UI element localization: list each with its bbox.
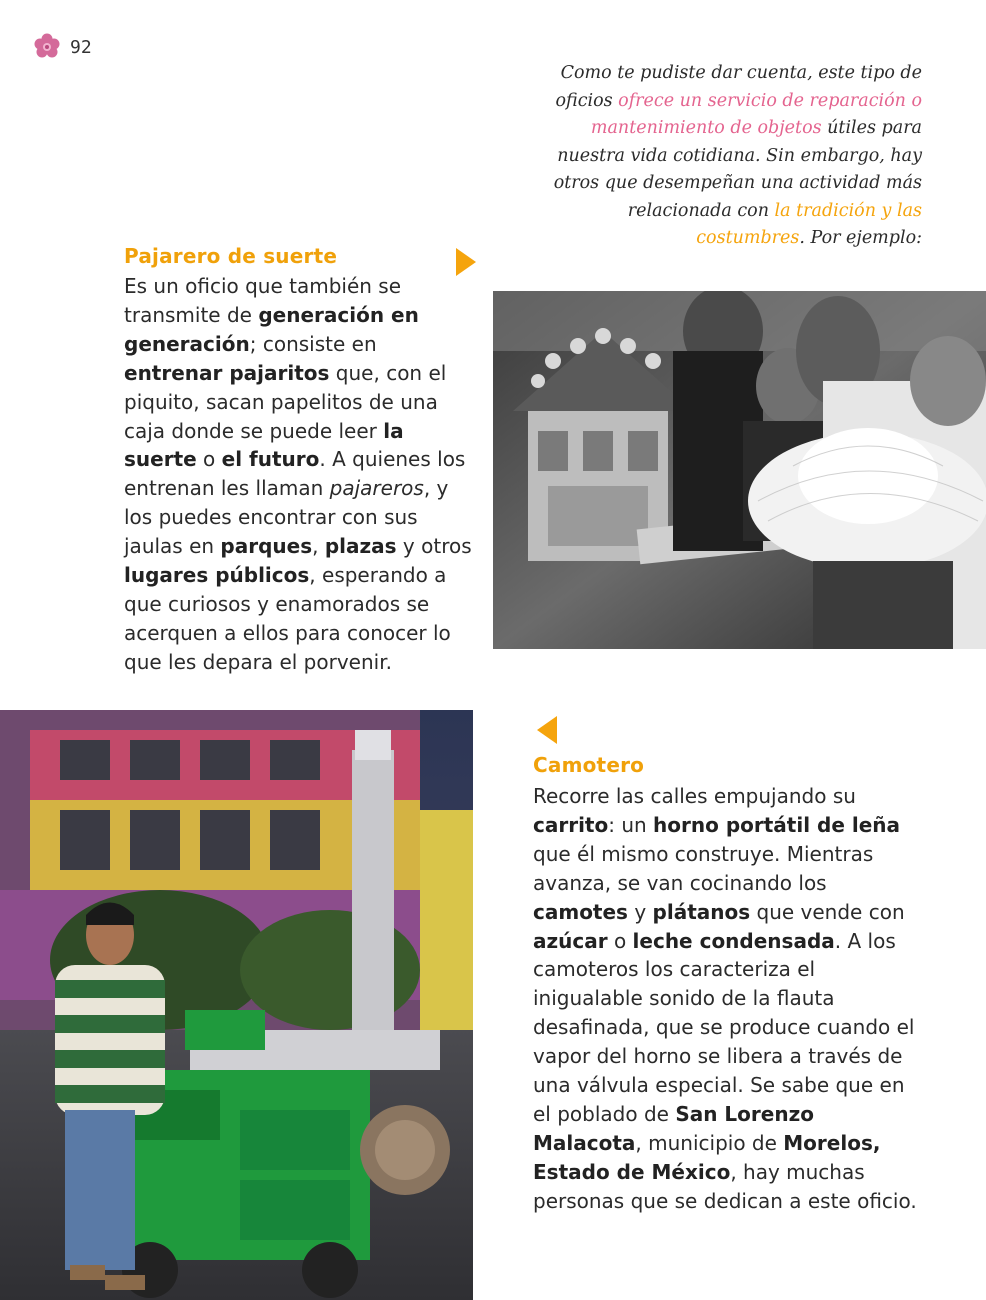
pajarero-text: , esperando a que curiosos y enamorados se acerquen a ellos para conocer lo que les depara el porvenir.: [124, 563, 451, 674]
camotero-paragraph: [533, 782, 921, 1216]
intro-text-1: Como te pudiste dar cuenta, este tipo de oficios: [555, 63, 922, 111]
pajarero-paragraph: [124, 272, 476, 677]
camotero-text: y: [627, 899, 653, 924]
pajarero-text: ; consiste en: [249, 331, 377, 356]
pajarero-text: o: [196, 447, 222, 472]
page-number-text: 92: [70, 36, 92, 58]
camotero-text: . A los camoteros los caracteriza el inigualable sonido de la flauta desafinada, que se produce cuando el vapor del horno se libera a través de una válvula especial. Se sabe que en el poblado de: [533, 928, 915, 1126]
camotero-bold: camotes: [533, 899, 628, 924]
camotero-text: , municipio de: [635, 1130, 784, 1155]
intro-paragraph: [542, 60, 922, 253]
intro-text-2: útiles para nuestra vida cotidiana. Sin embargo, hay otros que desempeñan una actividad más relacionada con: [553, 118, 922, 221]
camotero-photo: [0, 710, 473, 1300]
pajarero-bold: entrenar pajaritos: [124, 360, 330, 385]
camotero-bold: plátanos: [652, 899, 751, 924]
pajarero-text: , y los puedes encontrar con sus jaulas en: [124, 476, 449, 559]
camotero-text: , hay muchas personas que se dedican a este oficio.: [533, 1159, 917, 1213]
intro-highlight-pink: ofrece un servicio de reparación o mantenimiento de objetos: [590, 90, 922, 138]
camotero-bold: Morelos, Estado de México: [533, 1130, 881, 1184]
pajarero-text: y otros: [396, 534, 472, 559]
pajarero-text: ,: [312, 534, 325, 559]
intro-text-3: . Por ejemplo:: [799, 228, 922, 248]
camotero-heading: Camotero: [533, 753, 645, 777]
pajarero-text: Es un oficio que también se transmite de: [124, 274, 402, 327]
pajarero-photo: [493, 291, 986, 649]
page-number: [32, 32, 92, 62]
flower-icon: [32, 32, 62, 62]
pajarero-bold: generación en generación: [124, 302, 419, 356]
camotero-text: : un: [608, 812, 654, 837]
camotero-text: que él mismo construye. Mientras avanza, se van cocinando los: [533, 841, 874, 895]
pajarero-text: . A quienes los entrenan les llaman: [124, 447, 466, 501]
camotero-text: o: [607, 928, 633, 953]
camotero-bold: leche condensada: [632, 928, 835, 953]
pajarero-bold: el futuro: [221, 447, 320, 472]
pajarero-bold: lugares públicos: [124, 563, 310, 588]
camotero-bold: San Lorenzo Malacota: [533, 1101, 814, 1155]
pajarero-bold: parques: [220, 534, 313, 559]
pajarero-italic: pajareros: [329, 476, 424, 501]
pajarero-bold: plazas: [324, 534, 397, 559]
pajarero-bold: la suerte: [124, 418, 404, 472]
pajarero-text: que, con el piquito, sacan papelitos de una caja donde se puede leer: [124, 360, 447, 443]
camotero-bold: horno portátil de leña: [653, 812, 901, 837]
intro-highlight-orange: la tradición y las costumbres: [696, 200, 922, 248]
camotero-text: que vende con: [750, 899, 905, 924]
camotero-bold: carrito: [533, 812, 609, 837]
camotero-bold: azúcar: [533, 928, 608, 953]
arrow-left-icon: [537, 716, 557, 744]
camotero-text: Recorre las calles empujando su: [533, 784, 856, 808]
pajarero-heading: Pajarero de suerte: [124, 244, 338, 268]
